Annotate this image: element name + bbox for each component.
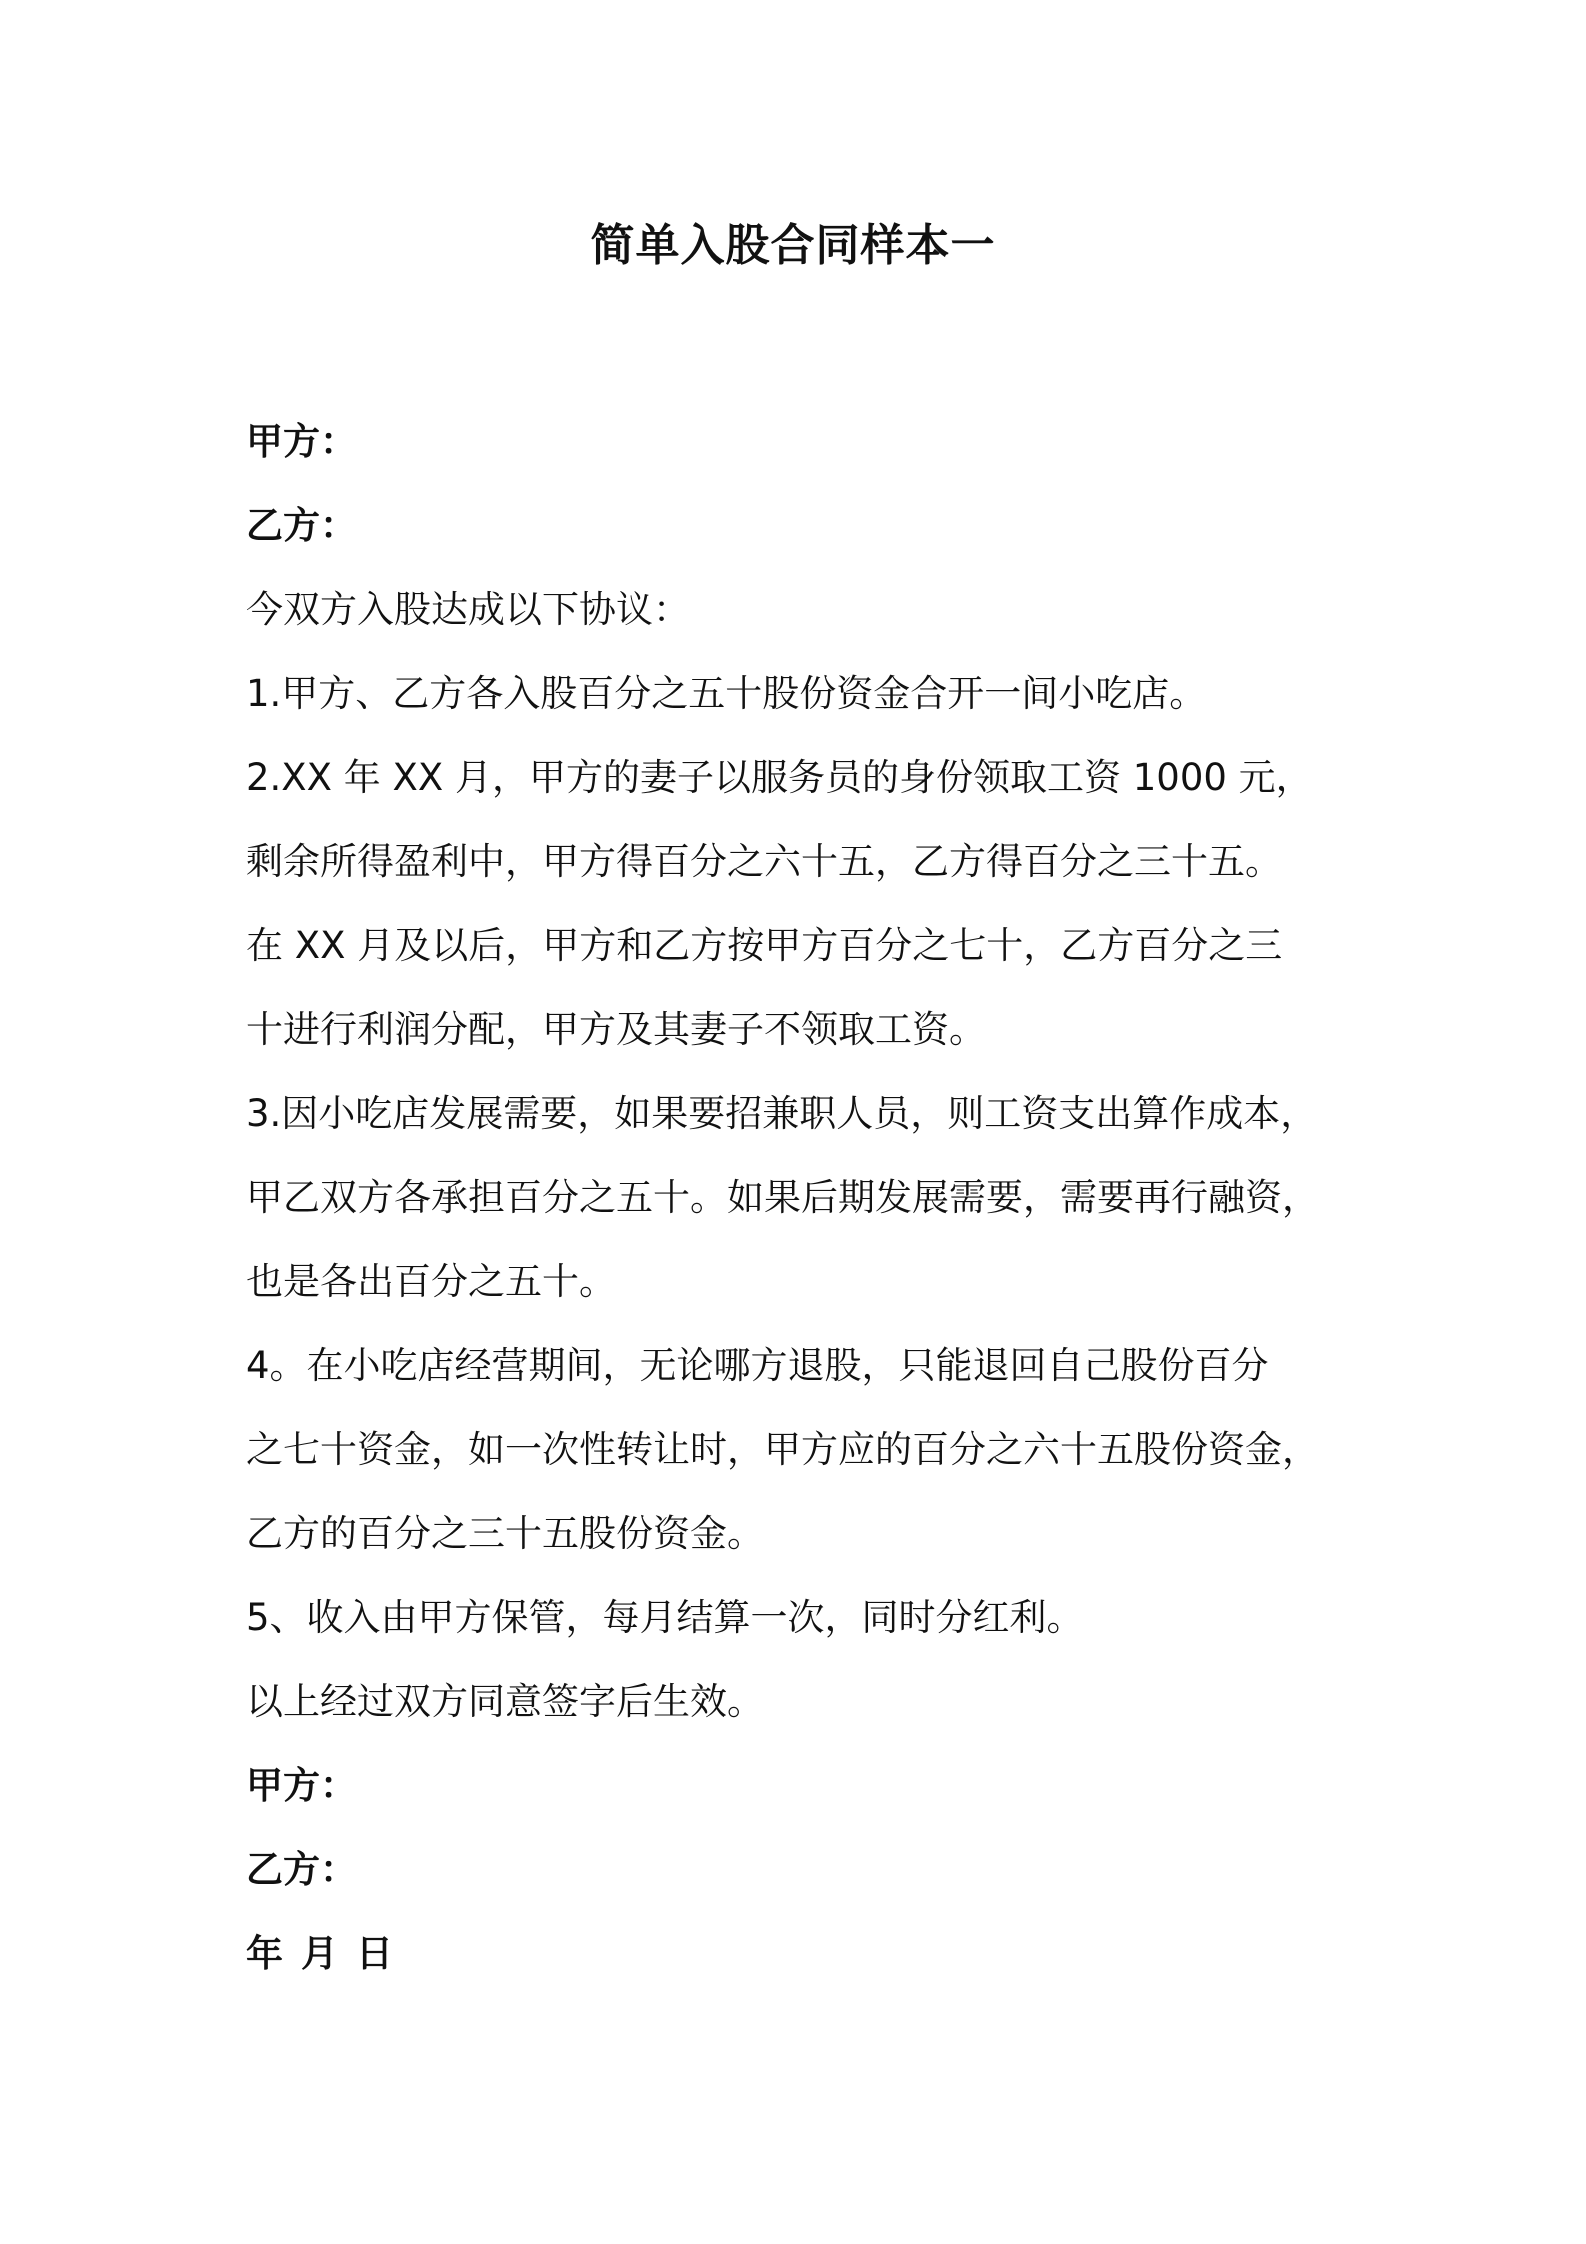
clause-5: 5、收入由甲方保管，每月结算一次，同时分红利。 <box>246 1596 1084 1639</box>
clause-3-line-2: 甲乙双方各承担百分之五十。如果后期发展需要，需要再行融资， <box>246 1176 1319 1219</box>
signature-party-a-label: 甲方： <box>246 1764 357 1807</box>
signature-date <box>246 1912 1356 1996</box>
clause-4-line-2: 之七十资金，如一次性转让时，甲方应的百分之六十五股份资金， <box>246 1428 1319 1471</box>
date-day-label: 日 <box>356 1932 393 1975</box>
effective-statement: 以上经过双方同意签字后生效。 <box>246 1680 764 1723</box>
date-year-label: 年 <box>246 1932 283 1975</box>
clause-2-line-4: 十进行利润分配，甲方及其妻子不领取工资。 <box>246 1008 986 1051</box>
document-title: 简单入股合同样本一 <box>590 220 996 271</box>
clause-2-line-2: 剩余所得盈利中，甲方得百分之六十五，乙方得百分之三十五。 <box>246 840 1282 883</box>
agreement-intro: 今双方入股达成以下协议： <box>246 588 690 631</box>
clause-3-line-3: 也是各出百分之五十。 <box>246 1260 616 1303</box>
clause-4-line-1: 4。在小吃店经营期间，无论哪方退股，只能退回自己股份百分 <box>246 1344 1269 1387</box>
clause-3-line-1: 3.因小吃店发展需要，如果要招兼职人员，则工资支出算作成本， <box>246 1092 1318 1135</box>
contract-body <box>246 400 1356 1996</box>
party-a-label: 甲方： <box>246 420 357 463</box>
date-month-label: 月 <box>301 1932 338 1975</box>
clause-1: 1.甲方、乙方各入股百分之五十股份资金合开一间小吃店。 <box>246 672 1207 715</box>
party-b-label: 乙方： <box>246 504 357 547</box>
signature-party-b-label: 乙方： <box>246 1848 357 1891</box>
clause-2-line-3: 在 XX 月及以后，甲方和乙方按甲方百分之七十，乙方百分之三 <box>246 924 1283 967</box>
clause-2-line-1: 2.XX 年 XX 月，甲方的妻子以服务员的身份领取工资 1000 元， <box>246 756 1313 799</box>
clause-4-line-3: 乙方的百分之三十五股份资金。 <box>246 1512 764 1555</box>
